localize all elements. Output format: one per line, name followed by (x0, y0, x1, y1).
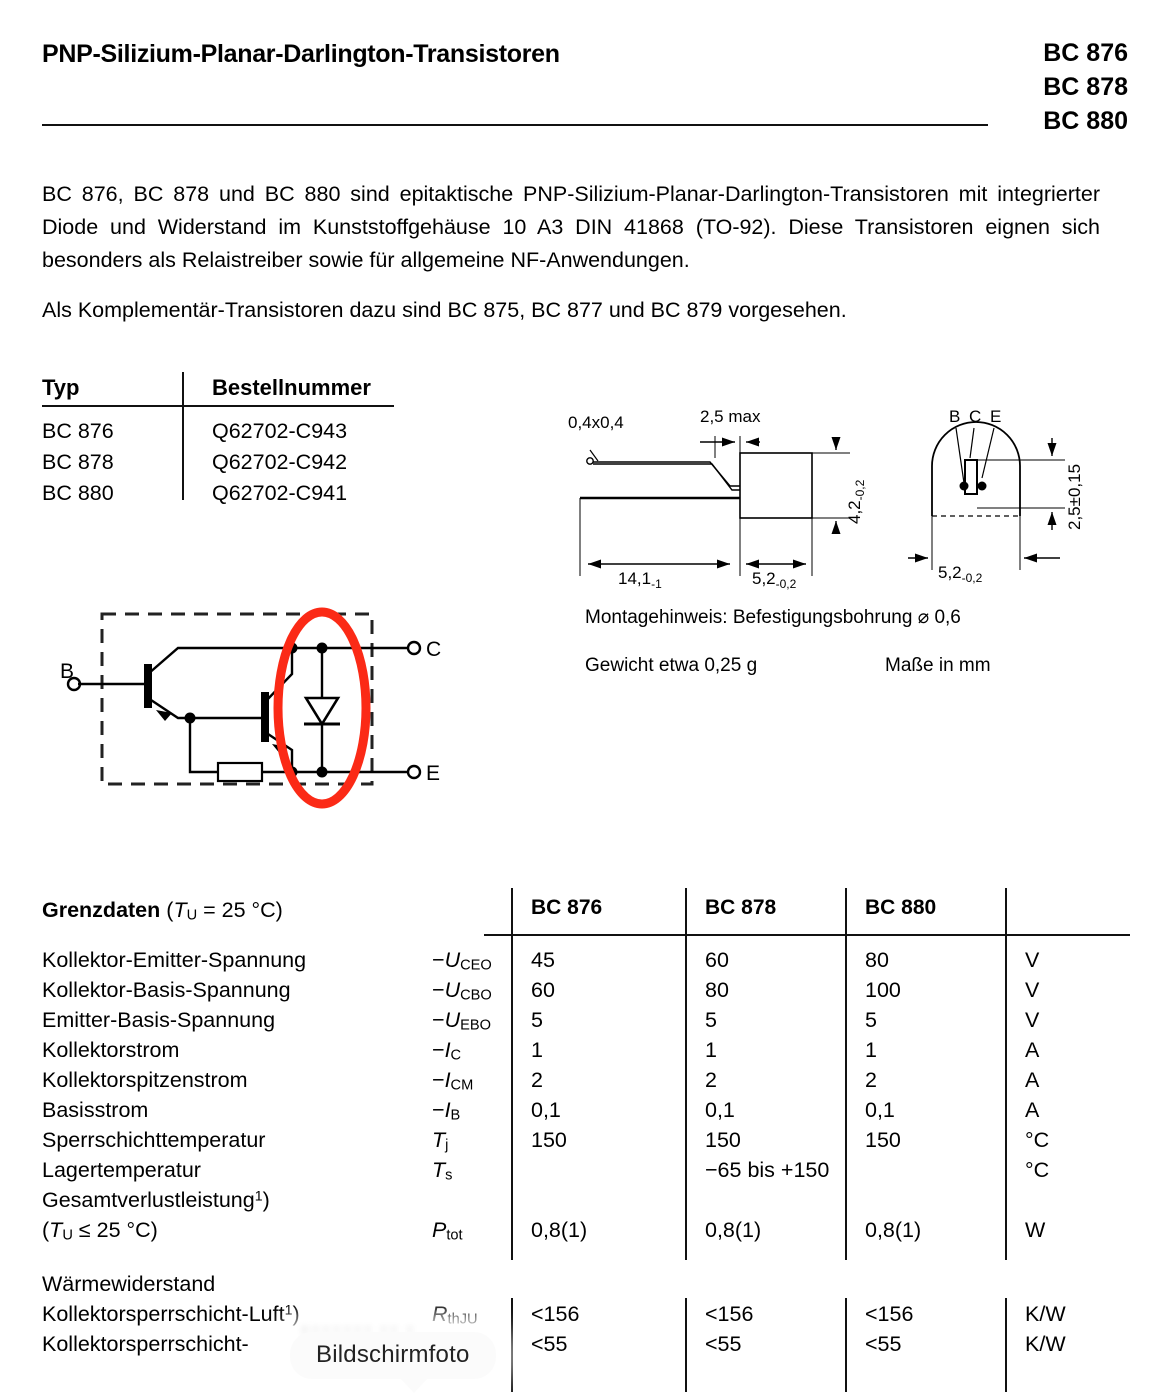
limits-row-v3: 5 (865, 1008, 877, 1032)
type-table-header-typ: Typ (42, 375, 80, 400)
dim-length-label: $14,1_{-1}$ (618, 569, 662, 591)
schematic-label-e: E (426, 762, 441, 785)
limits-row-v3: 80 (865, 948, 889, 972)
dim-depth-label: 2,5±0,15 (1065, 463, 1084, 530)
resistor-symbol (218, 763, 262, 781)
screenshot-tooltip-label: Bildschirmfoto (316, 1341, 470, 1368)
limits-row-name: Emitter-Basis-Spannung (42, 1008, 276, 1032)
table-row (42, 1302, 1128, 1332)
limits-row-v1: 60 (531, 978, 555, 1002)
limits-row-symbol: $-U_{CEO}$ (432, 948, 492, 974)
limits-row-symbol: $-U_{EBO}$ (432, 1008, 491, 1034)
limits-row-v2: 1 (705, 1038, 717, 1062)
limits-table (42, 888, 1128, 1288)
dim-height-label: $4,2_{-0,2}$ (845, 479, 867, 524)
limits-row-unit: W (1025, 1218, 1046, 1242)
limits-row-v1: 45 (531, 948, 555, 972)
body-side-rect (740, 453, 812, 518)
drawing-notes (585, 606, 1105, 677)
header-type-2: BC 880 (1043, 107, 1128, 135)
limits-row-v3: 1 (865, 1038, 877, 1062)
type-order-table (42, 372, 394, 509)
limits-row-symbol: $-I_C$ (432, 1038, 462, 1064)
limits-row-v2: 0,1 (705, 1098, 735, 1122)
type-cell-order-0: Q62702-C943 (212, 419, 348, 443)
note-mounting: Montagehinweis: Befestigungsbohrung ⌀ 0,6 (585, 607, 961, 628)
limits-row-v3: 100 (865, 978, 901, 1002)
thermal-row-name: Kollektorsperrschicht- (42, 1332, 249, 1356)
limits-title (42, 898, 283, 924)
limits-row-name: Sperrschichttemperatur (42, 1128, 266, 1152)
thermal-row-v1: <55 (531, 1332, 568, 1356)
diode-symbol (304, 698, 340, 724)
note-weight: Gewicht etwa 0,25 g (585, 655, 758, 676)
limits-row-v2: 60 (705, 948, 729, 972)
type-table-header-bestellnummer: Bestellnummer (212, 375, 371, 400)
table-row (42, 1038, 1128, 1068)
limits-row-v2: 0,8(1) (705, 1218, 762, 1242)
pin-label-b: B (949, 407, 961, 426)
limits-col-header-1: BC 878 (705, 896, 777, 919)
intro-text (42, 178, 1100, 327)
limits-row-name: Kollektor-Emitter-Spannung (42, 948, 307, 972)
table-row (42, 1158, 1128, 1188)
dim-chamfer-label: 0,4x0,4 (568, 413, 624, 432)
intro-paragraph-1: BC 876, BC 878 und BC 880 sind epitaktische PNP-Silizium-Planar-Darlington-Transistoren mit integrierter Diode und Widerstand im Kunststoffgehäuse 10 A3 DIN 41868 (TO-92). Diese Transistoren eignen sich besonders als Relaistreiber sowie für allgemeine NF-Anwendungen. (42, 182, 1100, 272)
package-drawing-svg (560, 398, 1120, 598)
pin-label-c: C (969, 407, 982, 426)
limits-row-v2: 5 (705, 1008, 717, 1032)
limits-row-v1: 1 (531, 1038, 543, 1062)
equivalent-circuit-schematic (60, 600, 480, 820)
limits-title-condition: ($T_U = 25$ °C) (166, 898, 283, 924)
limits-row-unit: A (1025, 1098, 1040, 1122)
limits-row-name: Basisstrom (42, 1098, 149, 1122)
thermal-row-symbol: $R_{thJU}$ (432, 1302, 478, 1328)
limits-row-name: Lagertemperatur (42, 1158, 201, 1182)
thermal-row-v1: <156 (531, 1302, 580, 1326)
table-row (42, 1098, 1128, 1128)
tooltip-tail (400, 1378, 428, 1393)
type-cell-order-1: Q62702-C942 (212, 450, 348, 474)
dim-thickness-label: 2,5 max (700, 407, 761, 426)
type-cell-order-2: Q62702-C941 (212, 481, 348, 505)
table-row (42, 1008, 1128, 1038)
limits-row-symbol: $P_{tot}$ (432, 1218, 463, 1244)
schematic-label-c: C (426, 638, 442, 661)
limits-row-unit: V (1025, 1008, 1040, 1032)
schematic-svg (60, 600, 480, 820)
type-cell-typ-1: BC 878 (42, 450, 114, 474)
limits-row-v1: 0,8(1) (531, 1218, 588, 1242)
limits-row-span-value: −65 bis +150 (705, 1158, 830, 1182)
note-units: Maße in mm (885, 655, 991, 676)
limits-row-name: Kollektor-Basis-Spannung (42, 978, 291, 1002)
type-table-vertical-rule (182, 372, 184, 500)
limits-row-name: Gesamtverlustleistung$^1$) (42, 1188, 270, 1212)
table-row (42, 1188, 1128, 1218)
table-row (42, 1218, 1128, 1248)
limits-header-rule (484, 934, 1130, 936)
limits-row-v2: 2 (705, 1068, 717, 1092)
limits-row-v3: 0,1 (865, 1098, 895, 1122)
limits-row-v3: 150 (865, 1128, 901, 1152)
dim-body-width-label: $5,2_{-0,2}$ (938, 563, 983, 585)
table-row (42, 948, 1128, 978)
limits-row-name: ($T_U \le 25$ °C) (42, 1218, 158, 1244)
limits-row-v2: 80 (705, 978, 729, 1002)
limits-col-header-2: BC 880 (865, 896, 937, 919)
limits-row-symbol: $T_s$ (432, 1158, 453, 1184)
thermal-row-unit: K/W (1025, 1302, 1066, 1326)
table-row (42, 1128, 1128, 1158)
table-row (42, 416, 394, 447)
thermal-row-name: Kollektorsperrschicht-Luft$^1$) (42, 1302, 300, 1326)
table-row (42, 447, 394, 478)
limits-row-symbol: $T_j$ (432, 1128, 449, 1154)
dim-width-label: $5,2_{-0,2}$ (752, 569, 797, 591)
type-cell-typ-0: BC 876 (42, 419, 114, 443)
terminal-collector-node (408, 642, 420, 654)
limits-row-v3: 0,8(1) (865, 1218, 922, 1242)
junction-dots (185, 643, 328, 778)
table-row (42, 978, 1128, 1008)
limits-row-unit: A (1025, 1068, 1040, 1092)
limits-row-v1: 2 (531, 1068, 543, 1092)
limits-row-symbol: $-U_{CBO}$ (432, 978, 492, 1004)
thermal-row-v3: <55 (865, 1332, 902, 1356)
type-cell-typ-2: BC 880 (42, 481, 114, 505)
limits-title-bold: Grenzdaten (42, 898, 161, 922)
thermal-resistance-table (42, 1272, 1128, 1392)
limits-row-unit: A (1025, 1038, 1040, 1062)
thermal-heading-row (42, 1272, 1128, 1302)
terminal-emitter-node (408, 766, 420, 778)
limits-row-unit: V (1025, 978, 1040, 1002)
package-outline-drawing (560, 398, 1120, 598)
intro-paragraph-2: Als Komplementär-Transistoren dazu sind BC 875, BC 877 und BC 879 vorgesehen. (42, 298, 847, 322)
thermal-heading: Wärmewiderstand (42, 1272, 216, 1296)
thermal-row-v2: <156 (705, 1302, 754, 1326)
limits-row-v1: 0,1 (531, 1098, 561, 1122)
header-type-list (1043, 36, 1128, 138)
limits-row-unit: V (1025, 948, 1040, 972)
pin-label-e: E (990, 407, 1002, 426)
screenshot-tooltip-bubble[interactable] (290, 1332, 496, 1379)
limits-row-symbol: $-I_{CM}$ (432, 1068, 474, 1094)
limits-row-unit: °C (1025, 1128, 1050, 1152)
type-table-header-row (42, 372, 394, 403)
thermal-row-v2: <55 (705, 1332, 742, 1356)
table-row (42, 1068, 1128, 1098)
table-row (42, 478, 394, 509)
header-divider (42, 124, 988, 126)
limits-col-header-0: BC 876 (531, 896, 603, 919)
limits-row-symbol: $-I_B$ (432, 1098, 461, 1124)
table-row (42, 1332, 1128, 1362)
limits-row-name: Kollektorspitzenstrom (42, 1068, 248, 1092)
header-type-0: BC 876 (1043, 39, 1128, 67)
thermal-row-unit: K/W (1025, 1332, 1066, 1356)
schematic-label-b: B (60, 660, 75, 683)
page-title: PNP-Silizium-Planar-Darlington-Transistoren (42, 40, 560, 68)
limits-row-v1: 150 (531, 1128, 567, 1152)
type-table-header-rule (42, 405, 394, 407)
thermal-row-v3: <156 (865, 1302, 914, 1326)
limits-row-name: Kollektorstrom (42, 1038, 180, 1062)
limits-row-v2: 150 (705, 1128, 741, 1152)
limits-row-v3: 2 (865, 1068, 877, 1092)
limits-row-unit: °C (1025, 1158, 1050, 1182)
header-type-1: BC 878 (1043, 73, 1128, 101)
limits-row-v1: 5 (531, 1008, 543, 1032)
